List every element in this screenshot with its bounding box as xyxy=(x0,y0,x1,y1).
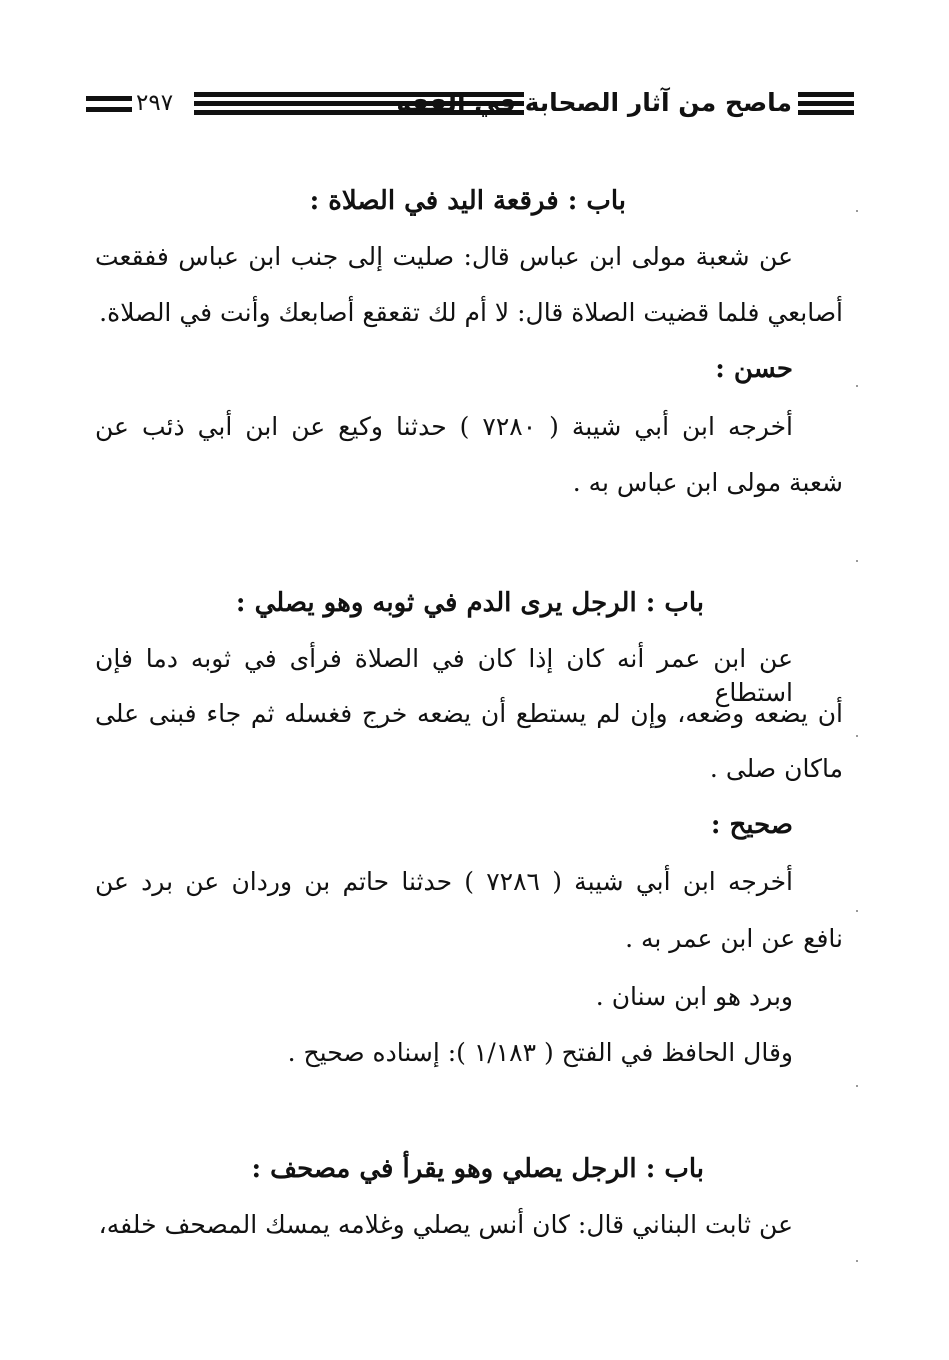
body-line: أن يضعه وضعه، وإن لم يستطع أن يضعه خرج فغسله ثم جاء فبنى على xyxy=(95,699,843,728)
margin-dot xyxy=(856,385,858,387)
source-line: أخرجه ابن أبي شيبة ( ٧٢٨٠ ) حدثنا وكيع عن ابن أبي ذئب عن xyxy=(95,412,793,441)
margin-dot xyxy=(856,210,858,212)
margin-dot xyxy=(856,1260,858,1262)
body-line: عن ابن عمر أنه كان إذا كان في الصلاة فرأى في ثوبه دما فإن استطاع xyxy=(95,644,793,707)
grade-label: صحيح : xyxy=(710,810,793,840)
header-rule-left-bottom xyxy=(86,107,132,112)
section-heading: باب : الرجل يرى الدم في ثوبه وهو يصلي : xyxy=(235,588,704,618)
source-line: وقال الحافظ في الفتح ( ١/١٨٣ ): إسناده صحيح . xyxy=(287,1038,793,1067)
section-heading: باب : فرقعة اليد في الصلاة : xyxy=(309,186,626,216)
margin-dot xyxy=(856,735,858,737)
header-rule-right-top xyxy=(798,92,854,97)
source-line: وبرد هو ابن سنان . xyxy=(595,982,793,1011)
body-line: عن شعبة مولى ابن عباس قال: صليت إلى جنب ابن عباس ففقعت xyxy=(95,242,793,271)
source-line: شعبة مولى ابن عباس به . xyxy=(572,468,843,497)
running-header xyxy=(86,88,854,122)
page-number: ٢٩٧ xyxy=(136,90,174,116)
body-line: عن ثابت البناني قال: كان أنس يصلي وغلامه يمسك المصحف خلفه، xyxy=(98,1210,793,1239)
body-line: أصابعي فلما قضيت الصلاة قال: لا أم لك تقعقع أصابعك وأنت في الصلاة. xyxy=(99,298,843,327)
margin-dot xyxy=(856,1085,858,1087)
grade-label: حسن : xyxy=(715,354,793,384)
header-rule-right-bottom xyxy=(798,110,854,115)
source-line: نافع عن ابن عمر به . xyxy=(625,924,843,953)
margin-dot xyxy=(856,560,858,562)
section-heading: باب : الرجل يصلي وهو يقرأ في مصحف : xyxy=(251,1154,704,1184)
header-rule-left-top xyxy=(86,96,132,101)
body-line: ماكان صلى . xyxy=(709,754,843,783)
margin-dot xyxy=(856,910,858,912)
header-rule-right-mid xyxy=(798,101,854,106)
source-line: أخرجه ابن أبي شيبة ( ٧٢٨٦ ) حدثنا حاتم بن وردان عن برد عن xyxy=(95,867,793,896)
running-header-title: ماصح من آثار الصحابة في الفقه xyxy=(396,88,792,117)
